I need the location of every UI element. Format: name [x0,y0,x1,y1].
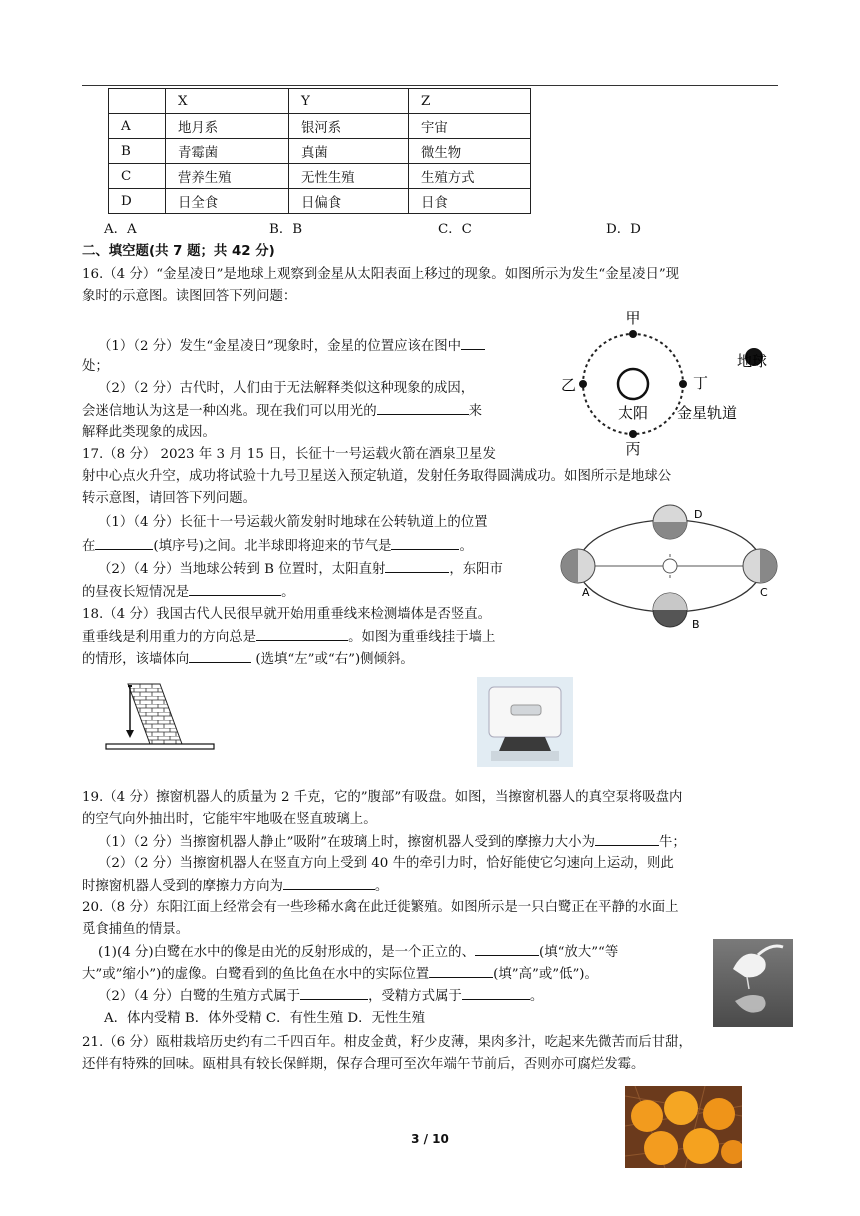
answer-blank[interactable] [462,985,530,1000]
leaning-wall-figure [104,680,216,758]
section-title: 二、填空题(共 7 题；共 42 分) [82,244,275,259]
table-cell: 日偏食 [289,189,409,214]
table-row [109,189,531,214]
q21-line-1: 21.（6 分）瓯柑栽培历史约有二千四百年。柑皮金黄，籽少皮薄，果肉多汁，吃起来先微苦而后甘甜， [82,1035,692,1050]
venus-point-yi [579,380,587,388]
q16-part1-end: 处； [82,359,109,374]
q17-part1-text3: 。 [459,539,473,554]
q20-text2: (填“放大”“等 [538,945,619,960]
q17-part2-text: （2）（4 分）当地球公转到 B 位置时，太阳直射 [98,562,386,577]
q20-text5: （2）（4 分）白鹭的生殖方式属于 [98,989,301,1004]
q16-line-2: 象时的示意图。读图回答下列问题： [82,289,297,304]
options-table [108,88,531,214]
table-row [109,139,531,164]
answer-blank[interactable] [283,875,375,890]
q17-part2 [98,558,503,581]
table-cell: 无性生殖 [289,164,409,189]
table-cell: Y [289,89,409,114]
robot-handle-shadow [499,737,551,751]
plumb-bob [126,730,134,738]
q19-text3: 时擦窗机器人受到的摩擦力方向为 [82,879,283,894]
q18-line-1: 18.（4 分）我国古代人民很早就开始用重垂线来检测墙体是否竖直。 [82,607,492,622]
answer-blank[interactable] [595,831,659,846]
q20-options: A．体内受精 B．体外受精 C．有性生殖 D．无性生殖 [104,1011,426,1026]
q20-text3: 大”或”缩小”)的虚像。白鹭看到的鱼比鱼在水中的实际位置 [82,967,430,982]
table-header-row [109,89,531,114]
earth-revolution-diagram [560,500,780,640]
q17-part2-text2: ，东阳市 [449,562,503,577]
q18-line-3 [82,648,414,671]
q20-part1-line [82,963,598,986]
table-cell: 宇宙 [409,114,531,139]
label-bing: 丙 [625,440,641,458]
table-cell [109,89,166,114]
q20-text6: ，受精方式属于 [368,989,462,1004]
table-cell: 地月系 [166,114,289,139]
q17-part1-line [82,535,473,558]
q19-part2-line [82,875,388,898]
label-ding: 丁 [693,374,709,392]
table-cell: D [109,189,166,214]
table-cell: 银河系 [289,114,409,139]
label-d: D [694,508,703,521]
answer-blank[interactable] [377,400,469,415]
ground-base [106,744,214,749]
answer-blank[interactable] [429,963,493,978]
venus-point-jia [629,330,637,338]
q18-text: 重垂线是利用重力的方向总是 [82,630,257,645]
label-jia: 甲 [625,309,641,327]
q20-text4: (填”高”或”低”)。 [493,967,598,982]
table-cell: 真菌 [289,139,409,164]
table-cell: 日全食 [166,189,289,214]
answer-blank[interactable] [391,535,459,550]
label-yi: 乙 [561,376,577,394]
answer-blank[interactable] [385,558,449,573]
q20-part1 [98,941,618,964]
option-a: A．A [104,222,137,237]
venus-point-bing [629,430,637,438]
table-cell: B [109,139,166,164]
window-robot-figure [477,677,573,767]
q21-line-2: 还伴有特殊的回味。瓯柑具有较长保鲜期，保存合理可至次年端午节前后，否则亦可腐烂发霉。 [82,1057,645,1072]
answer-blank[interactable] [300,985,368,1000]
q17-part1-text2: (填序号)之间。北半球即将迎来的节气是 [153,539,392,554]
q20-text: (1)(4 分)白鹭在水中的像是由光的反射形成的，是一个正立的、 [98,945,475,960]
q17-part1: （1）（4 分）长征十一号运载火箭发射时地球在公转轨道上的位置 [98,515,488,530]
q16-line-1: 16.（4 分）“金星凌日”是地球上观察到金星从太阳表面上移过的现象。如图所示为发生“金星凌日”现 [82,267,680,282]
venus-transit-diagram [555,300,775,460]
label-b: B [692,618,700,631]
option-c: C．C [438,222,472,237]
answer-blank[interactable] [95,535,153,550]
venus-point-ding [679,380,687,388]
table-cell: 营养生殖 [166,164,289,189]
q18-line-2 [82,626,495,649]
q20-text7: 。 [529,989,544,1004]
q20-line-2: 觅食捕鱼的情景。 [82,922,190,937]
q19-line-2: 的空气向外抽出时，它能牢牢地吸在竖直玻璃上。 [82,812,377,827]
label-c: C [760,586,768,599]
table-cell: 生殖方式 [409,164,531,189]
q17-line-3: 转示意图，请回答下列问题。 [82,491,257,506]
table-cell: C [109,164,166,189]
table-cell: 青霉菌 [166,139,289,164]
sun-circle [618,369,648,399]
q16-part1 [98,335,485,358]
table-cell: 日食 [409,189,531,214]
answer-blank[interactable] [475,941,539,956]
table-row [109,114,531,139]
q16-part2-line [82,400,482,423]
option-b: B．B [269,222,303,237]
sun-icon [663,559,677,573]
table-cell: 微生物 [409,139,531,164]
q16-part2-text: 会迷信地认为这是一种凶兆。现在我们可以用光的 [82,404,377,419]
answer-blank[interactable] [189,648,251,663]
q17-line-1: 17.（8 分） 2023 年 3 月 15 日，长征十一号运载火箭在酒泉卫星发 [82,447,496,462]
q18-text3: 的情形，该墙体向 [82,652,190,667]
header-rule [82,85,778,86]
q16-part2-text-end: 来 [468,404,482,419]
label-sun: 太阳 [617,404,649,422]
table-cell: X [166,89,289,114]
robot-logo-plate [511,705,541,715]
table-cell: Z [409,89,531,114]
citrus-photo [625,1086,742,1168]
label-orbit: 金星轨道 [677,404,738,422]
egret-photo [713,939,793,1027]
q19-part1 [98,831,686,854]
q19-text4: 。 [374,879,389,894]
q17-part2-line [82,581,295,604]
answer-blank[interactable] [461,335,485,350]
q19-text: （1）（2 分）当擦窗机器人静止”吸附”在玻璃上时，擦窗机器人受到的摩擦力大小为 [98,835,595,850]
table-row [109,164,531,189]
q17-part2-text4: 。 [281,585,295,600]
q19-line-1: 19.（4 分）擦窗机器人的质量为 2 千克，它的”腹部”有吸盘。如图，当擦窗机器人的真空泵将吸盘内 [82,790,683,805]
q18-text4: (选填“左”或“右”)侧倾斜。 [251,652,414,667]
q16-part1-text: （1）（2 分）发生“金星凌日”现象时，金星的位置应该在图中 [98,339,462,354]
q16-part2: （2）（2 分）古代时，人们由于无法解释类似这种现象的成因， [98,381,475,396]
q16-part2-end: 解释此类现象的成因。 [82,425,216,440]
q17-part1-text: 在 [82,539,96,554]
table-cell: A [109,114,166,139]
answer-blank[interactable] [256,626,348,641]
q20-line-1: 20.（8 分）东阳江面上经常会有一些珍稀水禽在此迁徙繁殖。如图所示是一只白鹭正在平静的水面上 [82,900,679,915]
brick-wall [128,684,182,744]
answer-blank[interactable] [189,581,281,596]
label-earth: 地球 [736,352,767,370]
q19-part2: （2）（2 分）当擦窗机器人在竖直方向上受到 40 牛的牵引力时，恰好能使它匀速向上运动，则此 [98,856,674,871]
label-a: A [582,586,590,599]
page-number: 3 / 10 [411,1132,449,1146]
q17-line-2: 射中心点火升空，成功将试验十九号卫星送入预定轨道，发射任务取得圆满成功。如图所示是地球公 [82,469,672,484]
option-d: D．D [606,222,641,237]
q20-part2 [98,985,543,1008]
q19-text2: 牛； [658,835,686,850]
q18-text2: 。如图为重垂线挂于墙上 [348,630,496,645]
q17-part2-text3: 的昼夜长短情况是 [82,585,190,600]
